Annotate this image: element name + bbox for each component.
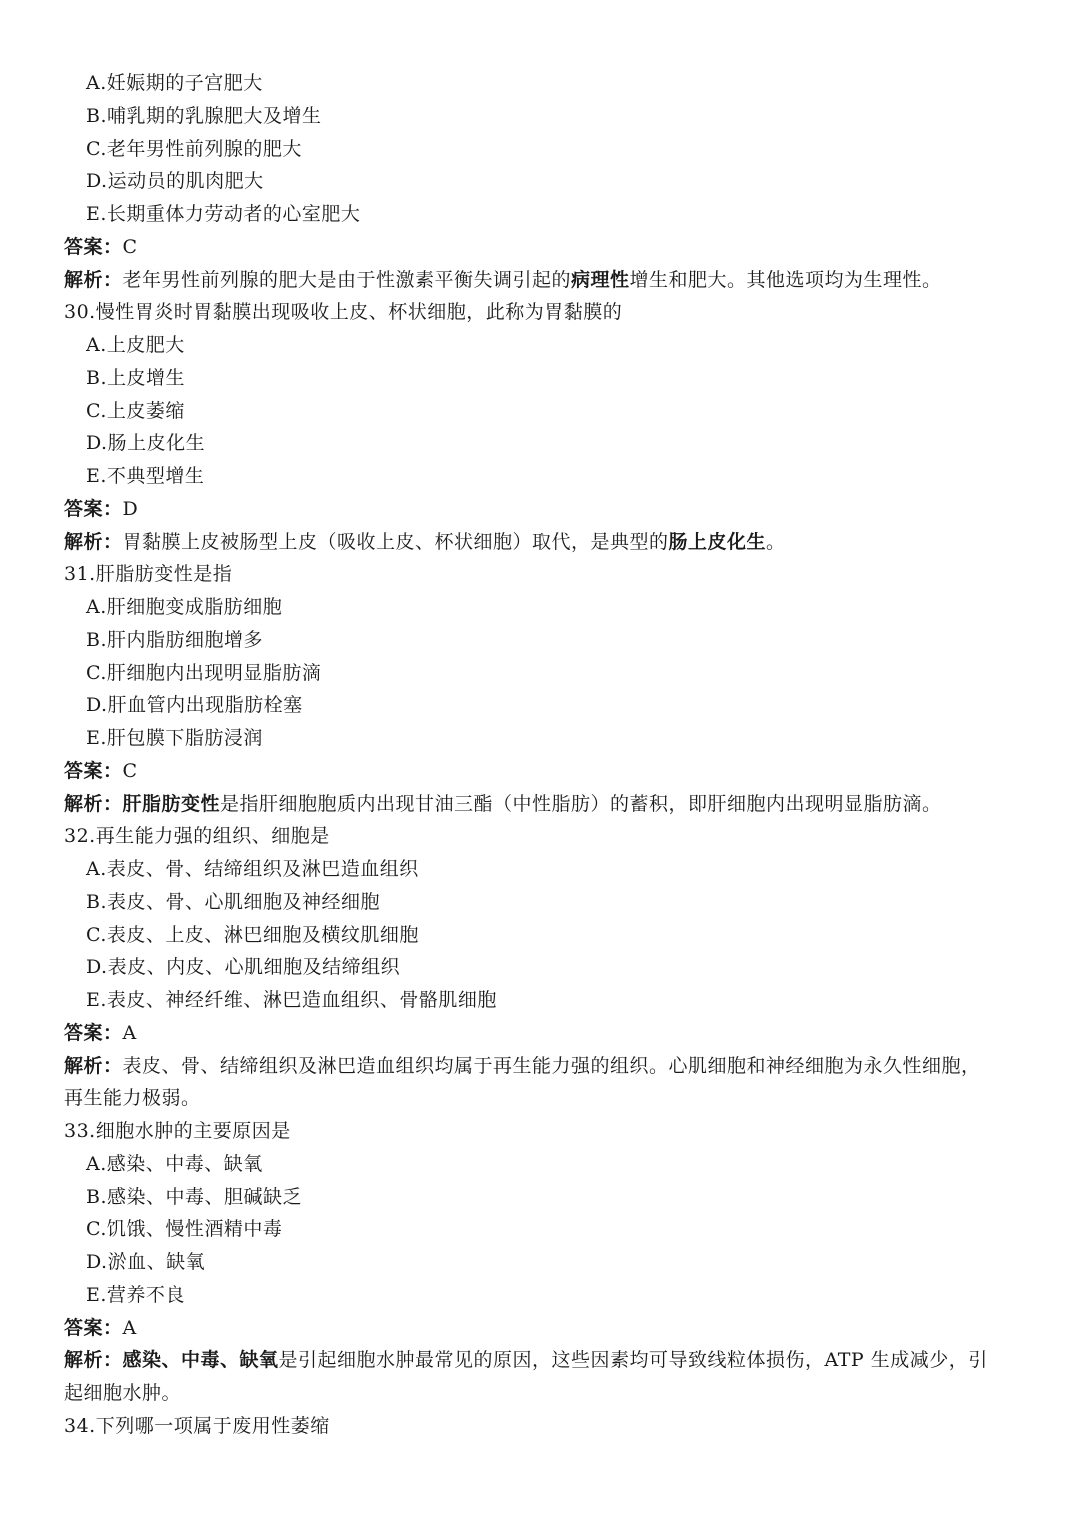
explanation-label: 解析： <box>64 792 123 815</box>
answer-option: E.营养不良 <box>86 1283 185 1306</box>
answer-value: A <box>122 1316 137 1339</box>
answer-label: 答案： <box>64 1021 123 1044</box>
question-stem: 34.下列哪一项属于废用性萎缩 <box>64 1414 330 1437</box>
answer-label: 答案： <box>64 1316 123 1339</box>
answer-option: E.长期重体力劳动者的心室肥大 <box>86 203 361 225</box>
answer-line <box>64 1312 1024 1345</box>
explanation-label: 解析： <box>64 1054 123 1077</box>
explanation-keyword: 病理性 <box>571 268 630 291</box>
explanation-label: 解析： <box>64 530 123 553</box>
answer-option: D.表皮、内皮、心肌细胞及结缔组织 <box>86 956 401 979</box>
explanation-line <box>64 788 1024 821</box>
explanation-line <box>64 264 1024 297</box>
answer-option: B.哺乳期的乳腺肥大及增生 <box>86 104 322 127</box>
answer-option: B.感染、中毒、胆碱缺乏 <box>86 1185 303 1208</box>
explanation-text: 老年男性前列腺的肥大是由于性激素平衡失调引起的 <box>122 268 572 291</box>
question-stem: 33.细胞水肿的主要原因是 <box>64 1120 291 1142</box>
explanation-label: 解析： <box>64 268 123 291</box>
explanation-text: 增生和肥大。其他选项均为生理性。 <box>629 268 942 291</box>
answer-option: A.上皮肥大 <box>86 334 185 356</box>
answer-option: B.上皮增生 <box>86 366 186 389</box>
explanation-line <box>64 1050 1024 1083</box>
answer-option: B.肝内脂肪细胞增多 <box>86 628 264 651</box>
answer-option: A.表皮、骨、结缔组织及淋巴造血组织 <box>86 858 419 880</box>
question-stem: 32.再生能力强的组织、细胞是 <box>64 825 330 848</box>
answer-option: C.老年男性前列腺的肥大 <box>86 137 302 160</box>
answer-option: E.表皮、神经纤维、淋巴造血组织、骨骼肌细胞 <box>86 989 497 1011</box>
answer-label: 答案： <box>64 235 123 258</box>
explanation-line <box>64 1344 1024 1377</box>
answer-line <box>64 493 1024 526</box>
question-stem: 31.肝脂肪变性是指 <box>64 563 233 586</box>
explanation-line <box>64 526 1024 559</box>
answer-value: C <box>122 235 138 258</box>
explanation-text: 是引起细胞水肿最常见的原因，这些因素均可导致线粒体损伤，ATP 生成减少，引 <box>278 1349 988 1372</box>
answer-option: C.上皮萎缩 <box>86 399 185 422</box>
document-page <box>64 67 1024 1443</box>
explanation-keyword: 肠上皮化生 <box>668 530 767 553</box>
explanation-continuation: 再生能力极弱。 <box>64 1087 201 1110</box>
explanation-keyword: 感染、中毒、缺氧 <box>122 1349 279 1372</box>
explanation-text: 表皮、骨、结缔组织及淋巴造血组织均属于再生能力强的组织。心肌细胞和神经细胞为永久性细胞， <box>122 1054 981 1077</box>
answer-line <box>64 1017 1024 1050</box>
answer-option: D.淤血、缺氧 <box>86 1251 206 1273</box>
answer-line <box>64 755 1024 788</box>
answer-value: C <box>122 759 138 782</box>
explanation-text: 是指肝细胞胞质内出现甘油三酯（中性脂肪）的蓄积，即肝细胞内出现明显脂肪滴。 <box>220 792 942 815</box>
answer-option: C.饥饿、慢性酒精中毒 <box>86 1218 283 1241</box>
answer-value: D <box>122 497 139 520</box>
answer-label: 答案： <box>64 497 123 520</box>
question-stem: 30.慢性胃炎时胃黏膜出现吸收上皮、杯状细胞，此称为胃黏膜的 <box>64 301 623 324</box>
answer-option: B.表皮、骨、心肌细胞及神经细胞 <box>86 890 381 913</box>
answer-option: D.肝血管内出现脂肪栓塞 <box>86 694 303 717</box>
answer-option: C.表皮、上皮、淋巴细胞及横纹肌细胞 <box>86 923 419 946</box>
answer-option: A.感染、中毒、缺氧 <box>86 1152 263 1175</box>
answer-option: C.肝细胞内出现明显脂肪滴 <box>86 661 322 684</box>
explanation-text: 胃黏膜上皮被肠型上皮（吸收上皮、杯状细胞）取代，是典型的 <box>122 530 669 553</box>
answer-line <box>64 231 1024 264</box>
answer-label: 答案： <box>64 759 123 782</box>
answer-option: E.不典型增生 <box>86 465 205 487</box>
explanation-continuation: 起细胞水肿。 <box>64 1382 182 1404</box>
answer-option: D.运动员的肌肉肥大 <box>86 170 264 193</box>
answer-value: A <box>122 1021 137 1044</box>
answer-option: E.肝包膜下脂肪浸润 <box>86 727 263 749</box>
answer-option: A.肝细胞变成脂肪细胞 <box>86 596 283 618</box>
explanation-text: 。 <box>766 530 786 553</box>
explanation-keyword: 肝脂肪变性 <box>122 792 221 815</box>
answer-option: D.肠上皮化生 <box>86 432 206 455</box>
explanation-label: 解析： <box>64 1349 123 1372</box>
answer-option: A.妊娠期的子宫肥大 <box>86 72 263 94</box>
